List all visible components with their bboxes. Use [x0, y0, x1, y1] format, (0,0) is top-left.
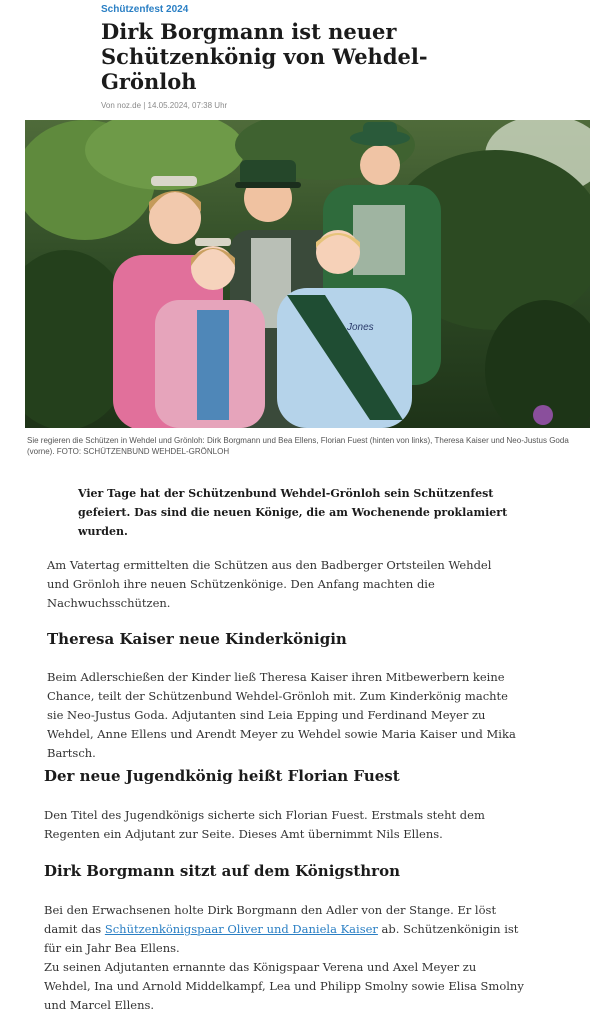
jacket-text: Jones [347, 322, 374, 333]
koenigspaar-link[interactable]: Schützenkönigspaar Oliver und Daniela Kaiser [104, 922, 378, 936]
article-photo [25, 120, 590, 428]
paragraph-2: Beim Adlerschießen der Kinder ließ Theresa Kaiser ihren Mitbewerbern keine Chance, teilt der Schützenbund Wehdel-Grönloh mit. Zum Kinderkönig machte sie Neo-Justus Goda. Adjutanten sind Leia Epping und Ferdinand Meyer zu Wehdel, Anne Ellens und Arendt Meyer zu Wehdel sowie Maria Kaiser und Mika Bartsch. [47, 670, 516, 760]
article-headline: Dirk Borgmann ist neuer Schützenkönig von Wehdel-Grönloh [101, 19, 428, 94]
subheading-jugendkoenig: Der neue Jugendkönig heißt Florian Fuest [44, 767, 400, 785]
subheading-kinderkoenigin: Theresa Kaiser neue Kinderkönigin [47, 630, 347, 648]
article-byline: Von noz.de | 14.05.2024, 07:38 Uhr [101, 101, 228, 110]
article-kicker[interactable]: Schützenfest 2024 [101, 4, 189, 15]
subheading-koenigsthron: Dirk Borgmann sitzt auf dem Königsthron [44, 862, 400, 880]
photo-caption: Sie regieren die Schützen in Wehdel und Grönloh: Dirk Borgmann und Bea Ellens, Florian Fuest (hinten von links), Theresa Kaiser und Neo-Justus Goda (vorne). FOTO: SCHÜTZENBUND WEHDEL-GRÖNLOH [27, 436, 569, 456]
article-lead: Vier Tage hat der Schützenbund Wehdel-Grönloh sein Schützenfest gefeiert. Das sind die neuen Könige, die am Wochenende proklamiert wurden. [78, 487, 508, 538]
paragraph-3: Den Titel des Jugendkönigs sicherte sich Florian Fuest. Erstmals steht dem Regenten ein Adjutant zur Seite. Dieses Amt übernimmt Nils Ellens. [44, 808, 485, 841]
paragraph-1: Am Vatertag ermittelten die Schützen aus den Badberger Ortsteilen Wehdel und Grönloh ihre neuen Schützenkönige. Den Anfang machten die Nachwuchsschützen. [47, 558, 492, 610]
paragraph-4-text-b: ab. Schützenkönigin ist für ein Jahr Bea Ellens. [44, 922, 519, 955]
paragraph-4 [44, 901, 524, 958]
paragraph-5: Zu seinen Adjutanten ernannte das Königspaar Verena und Axel Meyer zu Wehdel, Ina und Arnold Middelkampf, Lea und Philipp Smolny sowie Elisa Smolny und Marcel Ellens. [44, 960, 524, 1012]
paragraph-4-text-a: Bei den Erwachsenen holte Dirk Borgmann den Adler von der Stange. Er löst damit das [44, 903, 497, 936]
